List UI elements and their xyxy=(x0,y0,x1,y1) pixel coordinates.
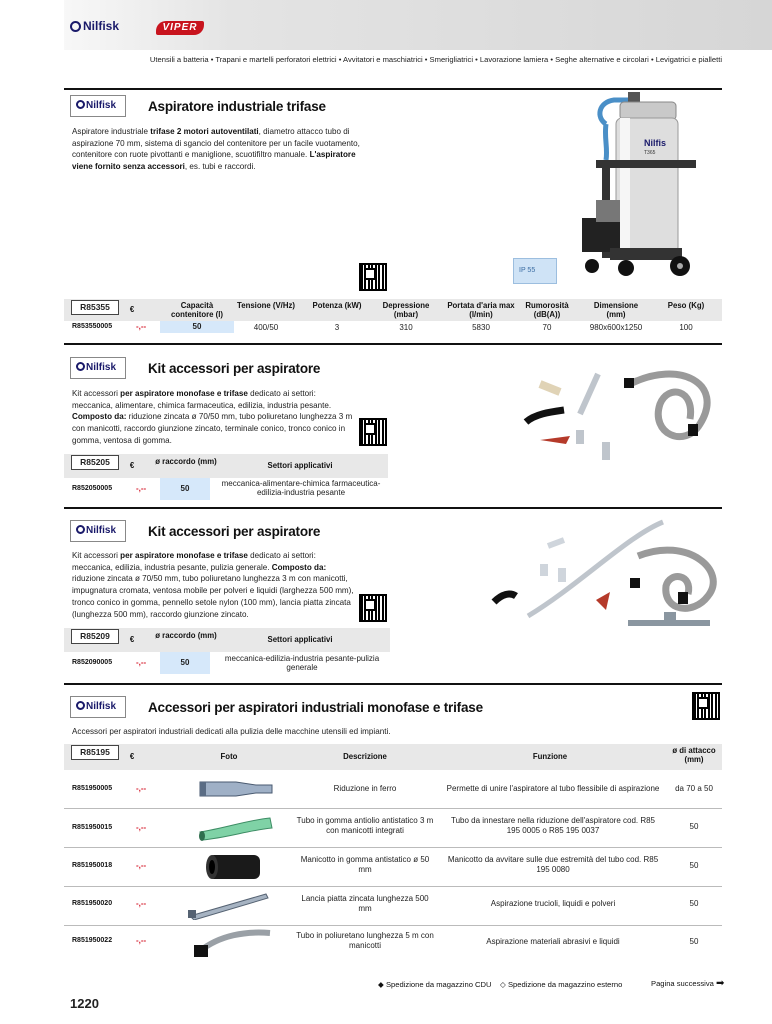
cell-value: 50 xyxy=(689,822,699,831)
cell-value: 50 xyxy=(160,652,210,674)
column-header: Rumorosità (dB(A)) xyxy=(525,301,569,319)
page-number: 1220 xyxy=(70,996,99,1011)
legend-cdu: ◆ Spedizione da magazzino CDU xyxy=(378,980,492,989)
column-header: Tensione (V/Hz) xyxy=(237,301,295,310)
ip-rating-badge: IP 55 xyxy=(513,258,557,284)
cell-value: meccanica-alimentare-chimica farmaceutica-edilizia-industria pesante xyxy=(221,479,381,497)
qr-code-icon[interactable] xyxy=(359,418,387,446)
cell-value: 5830 xyxy=(472,323,490,332)
price: -,-- xyxy=(136,861,147,870)
cell-value: 100 xyxy=(679,323,693,332)
cell-value: Manicotto da avvitare sulle due estremità del tubo cod. R85 195 0080 xyxy=(447,855,659,874)
section-description: Accessori per aspiratori industriali dedicati alla pulizia delle macchine utensili ed impianti. xyxy=(72,727,391,736)
column-header: Peso (Kg) xyxy=(667,301,705,310)
section-title: Kit accessori per aspiratore xyxy=(148,361,321,376)
cell-value: Permette di unire l'aspiratore al tubo flessibile di aspirazione xyxy=(446,784,660,793)
column-header: ø raccordo (mm) xyxy=(155,457,217,466)
row-divider xyxy=(64,925,722,926)
cell-value: Aspirazione trucioli, liquidi e polveri xyxy=(490,899,616,908)
table-row[interactable] xyxy=(64,810,722,846)
row-divider xyxy=(64,808,722,809)
section-brand-logo: Nilfisk xyxy=(70,95,126,117)
price: -,-- xyxy=(136,899,147,908)
next-page-link[interactable]: Pagina successiva ➡ xyxy=(651,978,725,989)
section-brand-logo: Nilfisk xyxy=(70,520,126,542)
column-header: ø di attacco (mm) xyxy=(672,746,716,764)
column-header: Foto xyxy=(220,752,238,761)
section-divider xyxy=(64,343,722,345)
section-brand-logo: Nilfisk xyxy=(70,696,126,718)
price: -,-- xyxy=(136,658,147,667)
cell-value: Riduzione in ferro xyxy=(333,784,397,793)
section-title: Accessori per aspiratori industriali monofase e trifase xyxy=(148,700,483,715)
legend-external: ◇ Spedizione da magazzino esterno xyxy=(500,980,623,989)
qr-code-icon[interactable] xyxy=(359,594,387,622)
category-nav: Utensili a batteria • Trapani e martelli perforatori elettrici • Avvitatori e maschiatrici • Smerigliatrici • Lavorazione lamiera • Seghe alternative e circolari • Levigatrici e pialletti xyxy=(149,55,722,64)
currency-header: € xyxy=(129,752,135,761)
article-code: R853550005 xyxy=(72,323,113,330)
column-header: Descrizione xyxy=(343,752,387,761)
article-code: R851950005 xyxy=(72,785,113,792)
column-header: Capacità contenitore (l) xyxy=(171,301,223,319)
column-header: Settori applicativi xyxy=(267,635,333,644)
industrial-vacuum-image xyxy=(576,88,696,278)
product-code-box: R85205 xyxy=(71,455,119,470)
currency-header: € xyxy=(129,461,135,470)
accessory-kit-image xyxy=(488,516,720,638)
nilfisk-logo: Nilfisk xyxy=(70,19,119,33)
cell-value: Manicotto in gomma antistatico ø 50 mm xyxy=(300,855,430,874)
row-divider xyxy=(64,847,722,848)
section-brand-logo: Nilfisk xyxy=(70,357,126,379)
grey-hose-image xyxy=(190,927,274,959)
outline-diamond-icon: ◇ xyxy=(500,980,506,989)
green-hose-image xyxy=(196,814,276,842)
product-code-box: R85355 xyxy=(71,300,119,315)
cell-value: 980x600x1250 xyxy=(589,323,643,332)
section-divider xyxy=(64,507,722,509)
machine-brand-label: Nilfis xyxy=(644,138,667,148)
section-description: Kit accessori per aspiratore monofase e trifase dedicato ai settori: meccanica, alimentare, chimica farmaceutica, edilizia, industria pesante. Composto da: riduzione zincata ø 70/50 mm, tubo poliuretano lunghezza 3 m con manicotti, raccordo giunzione zincato, terminale conico, tronco conico in gomma, ventosa di gomma. xyxy=(72,389,353,445)
cell-value: 50 xyxy=(689,899,699,908)
article-code: R851950015 xyxy=(72,824,113,831)
section-divider xyxy=(64,683,722,685)
table-row[interactable] xyxy=(64,478,388,500)
price: -,-- xyxy=(136,936,147,945)
article-code: R852090005 xyxy=(72,659,113,666)
column-header: Portata d'aria max (l/min) xyxy=(447,301,515,319)
cell-value: 50 xyxy=(689,937,699,946)
product-code-box: R85209 xyxy=(71,629,119,644)
black-cuff-image xyxy=(202,851,268,883)
article-code: R851950020 xyxy=(72,900,113,907)
section-title: Kit accessori per aspiratore xyxy=(148,524,321,539)
machine-model-label: T365 xyxy=(644,150,656,156)
qr-code-icon[interactable] xyxy=(359,263,387,291)
accessory-kit-image xyxy=(520,364,720,474)
cell-value: 50 xyxy=(160,321,234,333)
column-header: Dimensione (mm) xyxy=(593,301,639,319)
column-header: Depressione (mbar) xyxy=(382,301,430,319)
price: -,-- xyxy=(136,484,147,493)
table-row[interactable] xyxy=(64,652,390,674)
cell-value: Tubo da innestare nella riduzione dell'aspiratore cod. R85 195 0005 o R85 195 0037 xyxy=(450,816,656,835)
cell-value: 50 xyxy=(160,478,210,500)
article-code: R851950022 xyxy=(72,937,113,944)
cell-value: Lancia piatta zincata lunghezza 500 mm xyxy=(301,894,429,913)
column-header: Funzione xyxy=(532,752,568,761)
steel-reducer-image xyxy=(196,776,276,802)
qr-code-icon[interactable] xyxy=(692,692,720,720)
currency-header: € xyxy=(129,635,135,644)
cell-value: Tubo in poliuretano lunghezza 5 m con manicotti xyxy=(296,931,434,950)
price: -,-- xyxy=(136,823,147,832)
article-code: R851950018 xyxy=(72,862,113,869)
flat-lance-image xyxy=(186,890,270,920)
table-row[interactable] xyxy=(64,772,722,808)
table-row[interactable] xyxy=(64,849,722,885)
cell-value: 400/50 xyxy=(253,323,279,332)
column-header: Potenza (kW) xyxy=(312,301,362,310)
table-row[interactable] xyxy=(64,888,722,924)
article-code: R852050005 xyxy=(72,485,113,492)
filled-diamond-icon: ◆ xyxy=(378,980,384,989)
section-description: Aspiratore industriale trifase 2 motori autoventilati, diametro attacco tubo di aspirazione 70 mm, sistema di sgancio del contenitore per un facile vuotamento, contenitore con ruote pivottanti e maniglione, scuotifiltro manuale. L'aspiratore viene fornito senza accessori, es. tubi e raccordi. xyxy=(72,127,360,172)
currency-header: € xyxy=(129,305,135,314)
viper-logo: VIPER xyxy=(156,21,204,35)
cell-value: 50 xyxy=(689,861,699,870)
section-description: Kit accessori per aspiratore monofase e trifase dedicato ai settori: meccanica, edilizia, industria pesante, pulizia generale. Composto da: riduzione zincata ø 70/50 mm, tubo poliuretano lunghezza 3 m con manicotti, impugnatura cromata, ventosa mobile per polveri e liquidi (larghezza 500 mm), tronco conico in gomma, pennello setole nylon (100 mm), lancia piatta zincata (lunghezza 500 mm), raccordo giunzione zincato. xyxy=(72,551,354,619)
cell-value: meccanica-edilizia-industria pesante-pulizia generale xyxy=(224,654,380,672)
cell-value: 3 xyxy=(334,323,340,332)
cell-value: 70 xyxy=(542,323,552,332)
arrow-right-icon: ➡ xyxy=(716,978,725,989)
row-divider xyxy=(64,886,722,887)
product-code-box: R85195 xyxy=(71,745,119,760)
cell-value: Aspirazione materiali abrasivi e liquidi xyxy=(486,937,620,946)
column-header: Settori applicativi xyxy=(267,461,333,470)
cell-value: da 70 a 50 xyxy=(675,784,713,793)
section-title: Aspiratore industriale trifase xyxy=(148,99,326,114)
column-header: ø raccordo (mm) xyxy=(155,631,217,640)
price: -,-- xyxy=(136,784,147,793)
price: -,-- xyxy=(136,322,147,331)
table-row[interactable] xyxy=(64,927,722,961)
cell-value: 310 xyxy=(399,323,413,332)
cell-value: Tubo in gomma antiolio antistatico 3 m con manicotti integrati xyxy=(296,816,434,835)
table-row[interactable] xyxy=(64,321,722,333)
